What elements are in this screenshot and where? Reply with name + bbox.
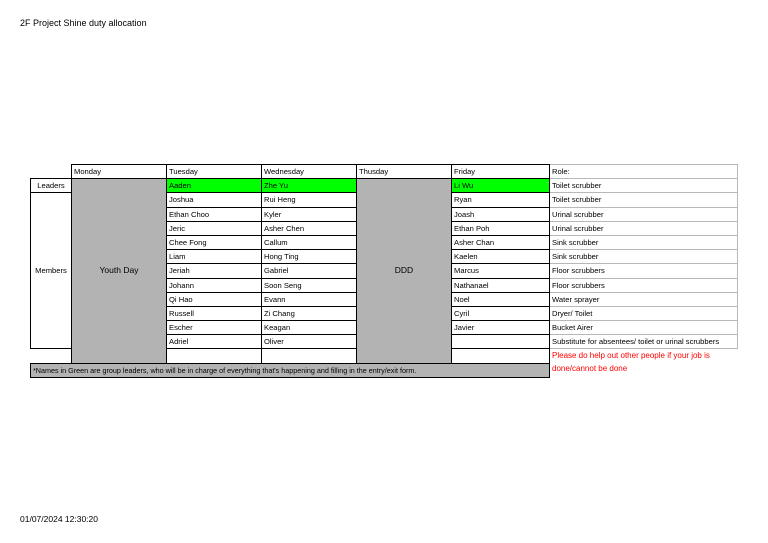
member-tuesday: Joshua: [167, 193, 262, 207]
header-friday: Friday: [452, 165, 550, 179]
empty-label-cell: [31, 349, 72, 363]
member-wednesday: Callum: [262, 235, 357, 249]
duty-table: [30, 164, 738, 378]
role-cell: Toilet scrubber: [550, 193, 738, 207]
monday-merged-cell: Youth Day: [72, 179, 167, 363]
role-cell: Bucket Airer: [550, 321, 738, 335]
leader-wednesday: Zhe Yu: [262, 179, 357, 193]
member-tuesday: Escher: [167, 321, 262, 335]
leader-tuesday: Aaden: [167, 179, 262, 193]
member-wednesday: Zi Chang: [262, 306, 357, 320]
member-friday: Nathanael: [452, 278, 550, 292]
page-title: 2F Project Shine duty allocation: [20, 18, 147, 28]
member-friday: Javier: [452, 321, 550, 335]
member-wednesday: Asher Chen: [262, 221, 357, 235]
role-cell: Floor scrubbers: [550, 264, 738, 278]
member-tuesday: [167, 349, 262, 363]
corner-cell: [31, 165, 72, 179]
members-label: Members: [31, 193, 72, 349]
member-friday: [452, 335, 550, 349]
member-friday: Ryan: [452, 193, 550, 207]
role-cell: Sink scrubber: [550, 250, 738, 264]
leader-role: Toilet scrubber: [550, 179, 738, 193]
member-friday: Cyril: [452, 306, 550, 320]
header-thursday: Thusday: [357, 165, 452, 179]
member-friday: [452, 349, 550, 363]
leaders-label: Leaders: [31, 179, 72, 193]
member-friday: Ethan Poh: [452, 221, 550, 235]
role-cell: Floor scrubbers: [550, 278, 738, 292]
member-tuesday: Ethan Choo: [167, 207, 262, 221]
member-friday: Noel: [452, 292, 550, 306]
member-tuesday: Qi Hao: [167, 292, 262, 306]
role-cell: Water sprayer: [550, 292, 738, 306]
member-wednesday: Rui Heng: [262, 193, 357, 207]
header-wednesday: Wednesday: [262, 165, 357, 179]
role-cell: Urinal scrubber: [550, 207, 738, 221]
member-tuesday: Adriel: [167, 335, 262, 349]
help-notice: Please do help out other people if your job is done/cannot be done: [552, 351, 710, 374]
member-wednesday: Oliver: [262, 335, 357, 349]
header-role: Role:: [550, 165, 738, 179]
leader-friday: Li Wu: [452, 179, 550, 193]
member-tuesday: Jeric: [167, 221, 262, 235]
header-row: [31, 165, 738, 179]
role-cell: Dryer/ Toilet: [550, 306, 738, 320]
member-tuesday: Johann: [167, 278, 262, 292]
thursday-merged-cell: DDD: [357, 179, 452, 363]
member-wednesday: Kyler: [262, 207, 357, 221]
header-monday: Monday: [72, 165, 167, 179]
role-cell: Urinal scrubber: [550, 221, 738, 235]
member-friday: Marcus: [452, 264, 550, 278]
member-wednesday: [262, 349, 357, 363]
member-wednesday: Keagan: [262, 321, 357, 335]
member-wednesday: Hong Ting: [262, 250, 357, 264]
member-tuesday: Jeriah: [167, 264, 262, 278]
member-wednesday: Evann: [262, 292, 357, 306]
member-friday: Asher Chan: [452, 235, 550, 249]
header-tuesday: Tuesday: [167, 165, 262, 179]
member-friday: Joash: [452, 207, 550, 221]
role-cell: Sink scrubber: [550, 235, 738, 249]
member-tuesday: Chee Fong: [167, 235, 262, 249]
member-tuesday: Russell: [167, 306, 262, 320]
member-wednesday: Gabriel: [262, 264, 357, 278]
green-leaders-note: *Names in Green are group leaders, who will be in charge of everything that's happening and filling in the entry/exit form.: [31, 363, 550, 377]
leaders-row: [31, 179, 738, 193]
member-tuesday: Liam: [167, 250, 262, 264]
member-friday: Kaelen: [452, 250, 550, 264]
role-cell: Substitute for absentees/ toilet or urinal scrubbers: [550, 335, 738, 349]
member-wednesday: Soon Seng: [262, 278, 357, 292]
footer-timestamp: 01/07/2024 12:30:20: [20, 514, 98, 524]
